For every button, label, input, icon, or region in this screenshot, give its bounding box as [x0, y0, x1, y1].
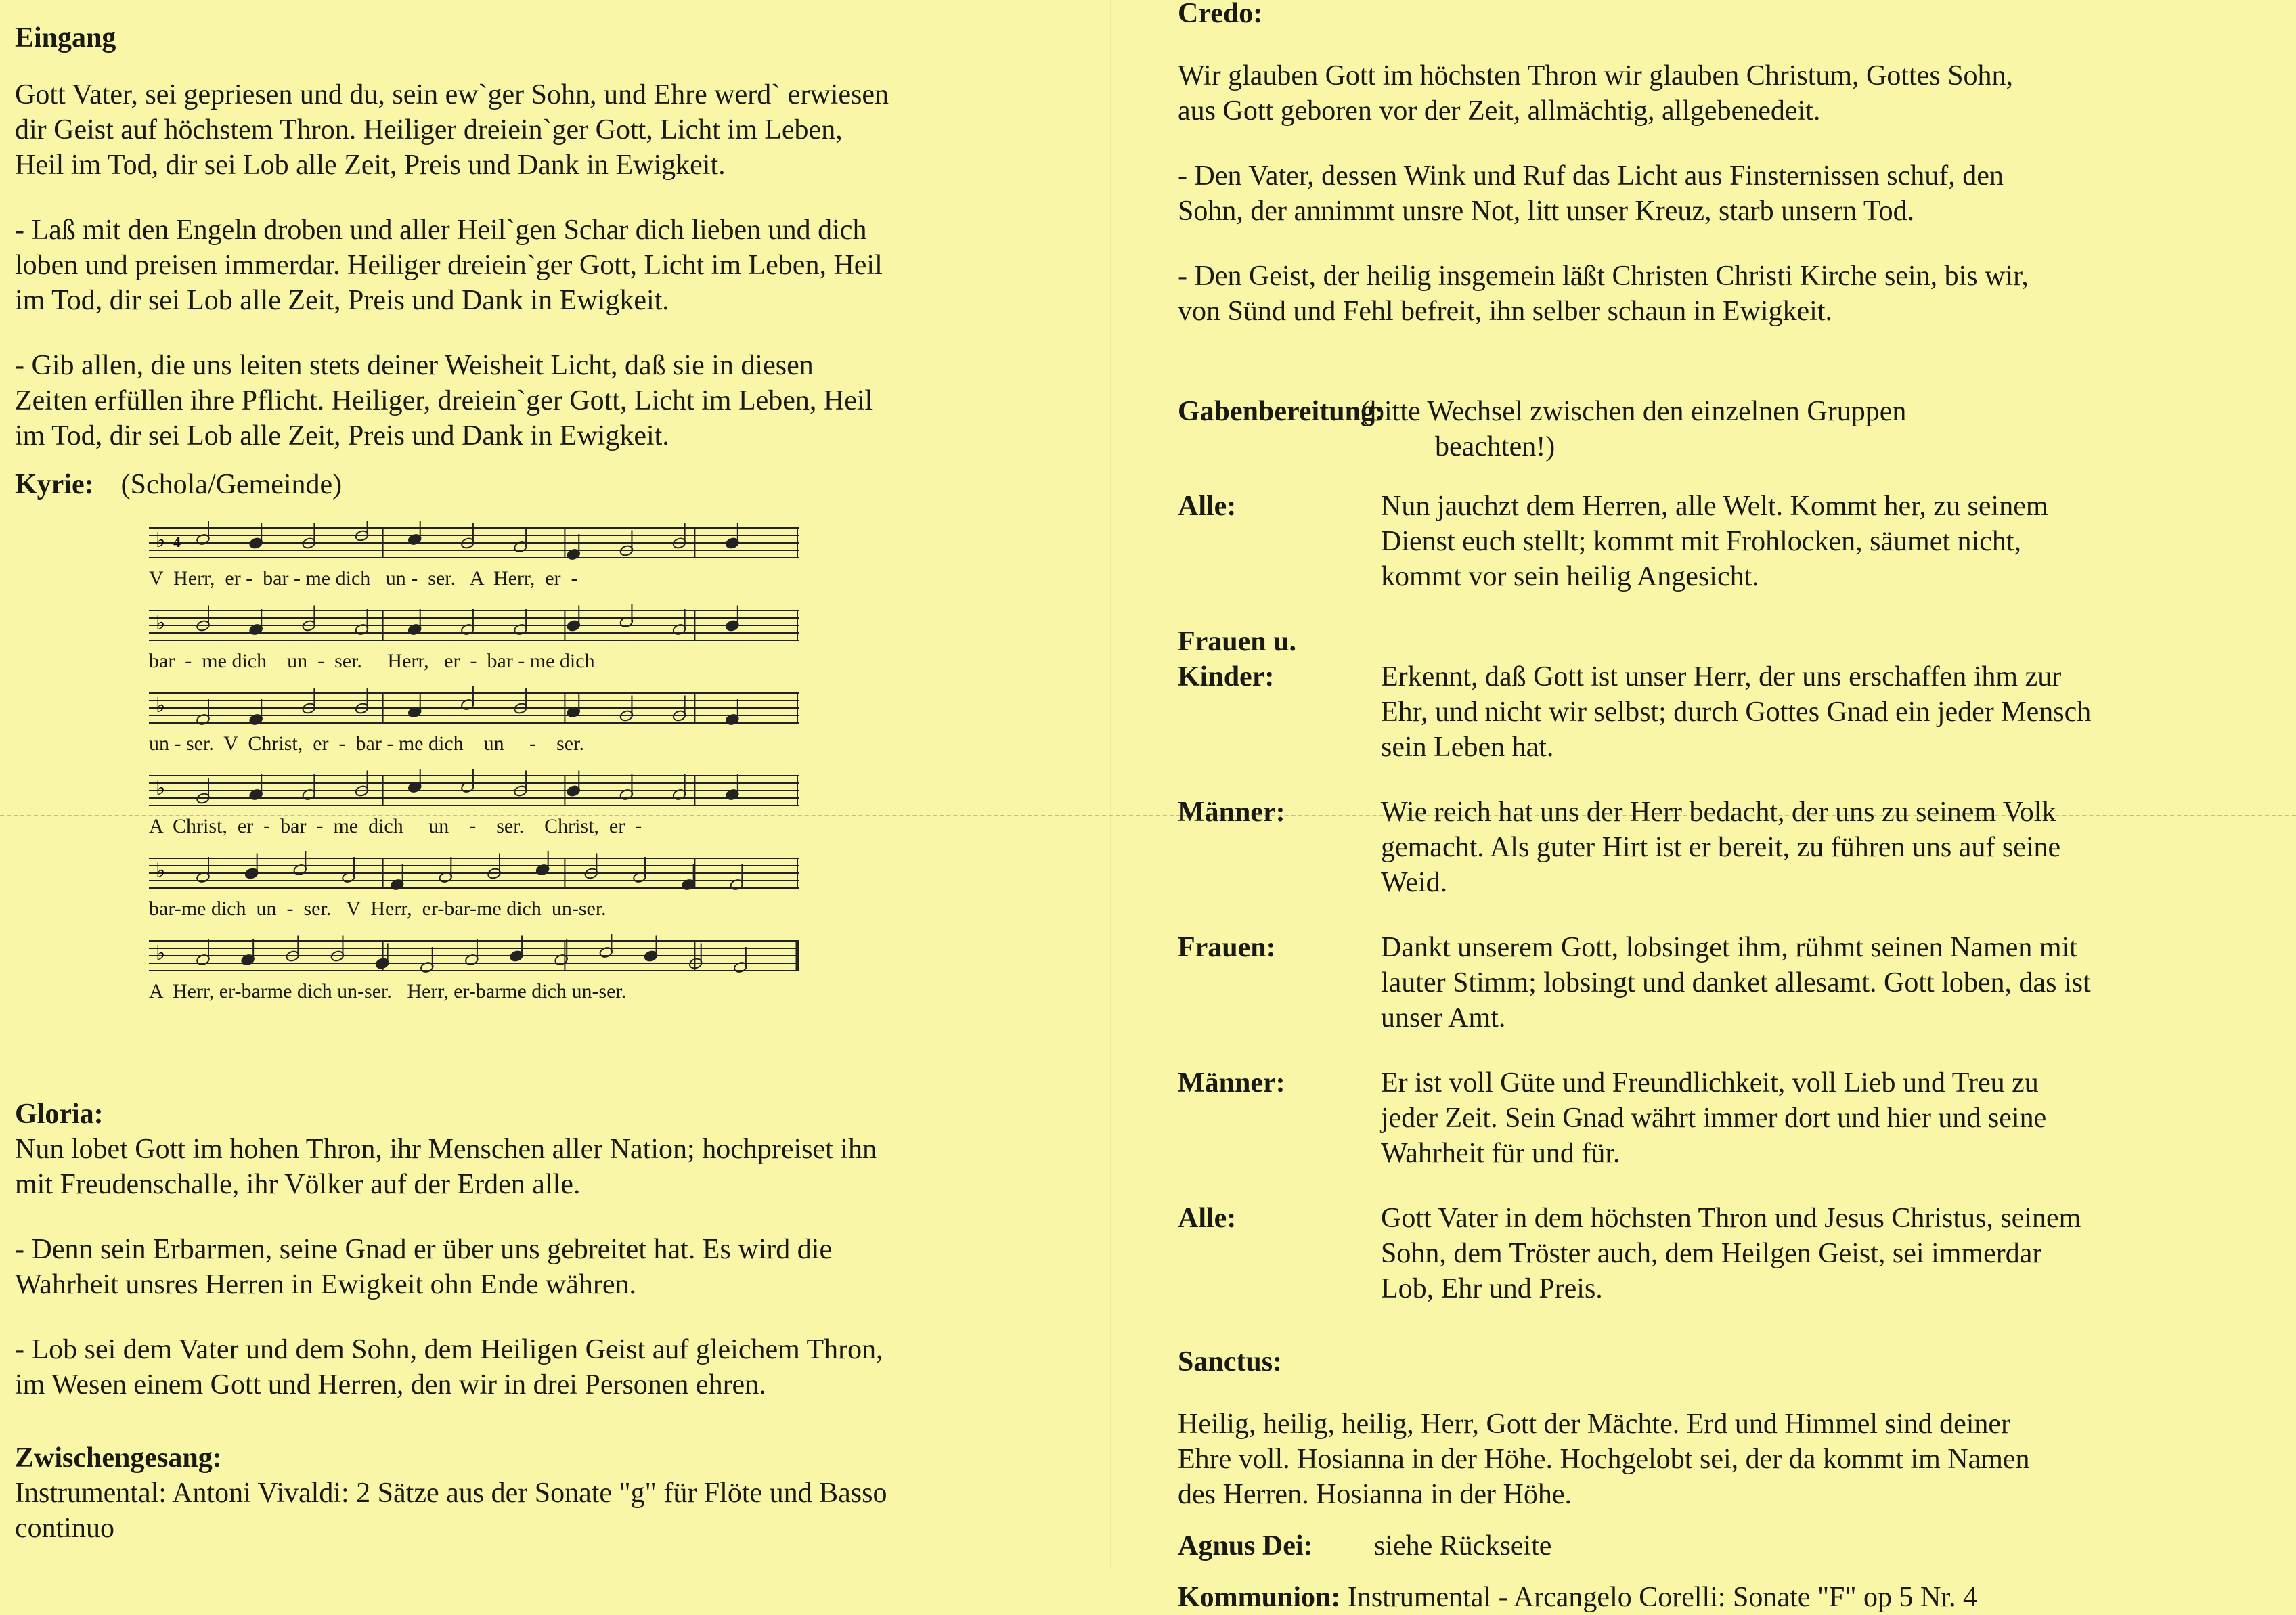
- svg-text:4: 4: [173, 533, 181, 550]
- kommunion-heading: Kommunion:: [1178, 1582, 1341, 1613]
- kyrie-lyric-line: A Christ, er - bar - me dich un - ser. Christ, er -: [149, 815, 642, 837]
- gaben-row-label: Alle:: [1178, 491, 1237, 522]
- gaben-row-label: Männer:: [1178, 797, 1285, 828]
- eingang-verse-2: - Laß mit den Engeln droben und aller Heil`gen Schar dich lieben und dich loben und preisen immerdar. Heiliger dreiein`ger Gott, Licht im Leben, Heil im Tod, dir sei Lob alle Zeit, Preis und Dank in Ewigkeit.: [15, 215, 883, 316]
- staff-system: [149, 686, 799, 755]
- gaben-row-text: Erkennt, daß Gott ist unser Herr, der uns erschaffen ihm zur Ehr, und nicht wir selbst; durch Gottes Gnad ein jeder Mensch sein Leben hat.: [1381, 661, 2092, 763]
- eingang-section: [15, 20, 1098, 453]
- eingang-verse-1: Gott Vater, sei gepriesen und du, sein ew`ger Sohn, und Ehre werd` erwiesen dir Geist auf höchstem Thron. Heiliger dreiein`ger Gott, Licht im Leben, Heil im Tod, dir sei Lob alle Zeit, Preis und Dank in Ewigkeit.: [15, 79, 889, 181]
- gaben-row-text: Wie reich hat uns der Herr bedacht, der uns zu seinem Volk gemacht. Als guter Hirt ist er bereit, zu führen uns auf seine Weid.: [1381, 797, 2061, 898]
- gabenbereitung-rows: [1178, 489, 2288, 1306]
- staff-system: [149, 934, 799, 1003]
- kyrie-lyric-line: A Herr, er-barme dich un-ser. Herr, er-barme dich un-ser.: [149, 980, 627, 1002]
- eingang-verse-3: - Gib allen, die uns leiten stets deiner Weisheit Licht, daß sie in diesen Zeiten erfüllen ihre Pflicht. Heiliger, dreiein`ger Gott, Licht im Leben, Heil im Tod, dir sei Lob alle Zeit, Preis und Dank in Ewigkeit.: [15, 350, 873, 451]
- gaben-row-text: Dankt unserem Gott, lobsinget ihm, rühmt seinen Namen mit lauter Stimm; lobsingt und danket allesamt. Gott loben, das ist unser Amt.: [1381, 932, 2091, 1034]
- eingang-heading: Eingang: [15, 22, 116, 53]
- staff-lines: [149, 769, 799, 812]
- left-page: [15, 20, 1098, 502]
- gloria-verse-3: - Lob sei dem Vater und dem Sohn, dem Heiligen Geist auf gleichem Thron, im Wesen einem Gott und Herren, den wir in drei Personen ehren.: [15, 1334, 883, 1400]
- gaben-row: [1178, 1201, 2288, 1306]
- staff-lines: [149, 851, 799, 895]
- staff-system: [149, 769, 799, 838]
- kommunion-line: [1178, 1580, 2288, 1615]
- left-page-bottom: [15, 1097, 1098, 1546]
- gaben-row-text: Gott Vater in dem höchsten Thron und Jesus Christus, seinem Sohn, dem Tröster auch, dem Heilgen Geist, sei immerdar Lob, Ehr und Preis.: [1381, 1203, 2081, 1304]
- gaben-row-label: Frauen:: [1178, 932, 1276, 963]
- staff-lines: [149, 686, 799, 730]
- kyrie-heading: Kyrie:: [15, 469, 94, 500]
- gloria-verse-1: Nun lobet Gott im hohen Thron, ihr Menschen aller Nation; hochpreiset ihn mit Freudenschalle, ihr Völker auf der Erden alle.: [15, 1134, 877, 1200]
- gaben-row: [1178, 795, 2288, 900]
- gaben-row-label: Frauen u. Kinder:: [1178, 626, 1297, 692]
- credo-verse-2: - Den Vater, dessen Wink und Ruf das Licht aus Finsternissen schuf, den Sohn, der annimmt unsre Not, litt unser Kreuz, starb unsern Tod.: [1178, 160, 2004, 227]
- zwischengesang-heading: Zwischengesang:: [15, 1442, 222, 1474]
- kyrie-lyric-line: bar - me dich un - ser. Herr, er - bar - me dich: [149, 650, 595, 672]
- svg-text:♭: ♭: [156, 529, 166, 552]
- gaben-row-text: Nun jauchzt dem Herren, alle Welt. Kommt her, zu seinem Dienst euch stellt; kommt mit Frohlocken, säumet nicht, kommt vor sein heilig Angesicht.: [1381, 491, 2048, 592]
- svg-text:♭: ♭: [156, 694, 166, 717]
- credo-verse-1: Wir glauben Gott im höchsten Thron wir glauben Christum, Gottes Sohn, aus Gott geboren vor der Zeit, allmächtig, allgebenedeit.: [1178, 60, 2014, 127]
- gaben-row-label: Männer:: [1178, 1067, 1285, 1099]
- gaben-row: [1178, 489, 2288, 594]
- staff-system: [149, 851, 799, 921]
- svg-text:♭: ♭: [156, 611, 166, 635]
- agnus-heading: Agnus Dei:: [1178, 1530, 1313, 1562]
- center-fold: [1110, 0, 1111, 1568]
- gaben-row-text: Er ist voll Güte und Freundlichkeit, voll Lieb und Treu zu jeder Zeit. Sein Gnad währt immer dort und hier und seine Wahrheit für und für.: [1381, 1067, 2047, 1169]
- right-page: [1178, 0, 2288, 1615]
- gabenbereitung-note-text: (bitte Wechsel zwischen den einzelnen Gruppen beachten!): [1361, 396, 1907, 462]
- gloria-heading: Gloria:: [15, 1099, 104, 1130]
- gaben-row: [1178, 1065, 2288, 1171]
- staff-lines: [149, 934, 799, 977]
- gloria-verse-2: - Denn sein Erbarmen, seine Gnad er über uns gebreitet hat. Es wird die Wahrheit unsres Herren in Ewigkeit ohn Ende währen.: [15, 1234, 833, 1300]
- gabenbereitung-header: [1178, 394, 2288, 464]
- svg-text:♭: ♭: [156, 942, 166, 965]
- gabenbereitung-heading: Gabenbereitung:: [1178, 396, 1384, 427]
- gabenbereitung-note: [1361, 394, 2288, 464]
- agnus-text: siehe Rückseite: [1374, 1530, 1552, 1562]
- staff-system: [149, 521, 799, 590]
- svg-text:♭: ♭: [156, 859, 166, 883]
- staff-lines: [149, 604, 799, 647]
- gaben-row: [1178, 930, 2288, 1036]
- sanctus-text: Heilig, heilig, heilig, Herr, Gott der Mächte. Erd und Himmel sind deiner Ehre voll. Hosianna in der Höhe. Hochgelobt sei, der da kommt im Namen des Herren. Hosianna in der Höhe.: [1178, 1409, 2030, 1510]
- gaben-row-label: Alle:: [1178, 1203, 1237, 1234]
- zwischengesang-text: Instrumental: Antoni Vivaldi: 2 Sätze aus der Sonate "g" für Flöte und Basso continuo: [15, 1478, 887, 1544]
- credo-verse-3: - Den Geist, der heilig insgemein läßt Christen Christi Kirche sein, bis wir, von Sünd und Fehl befreit, ihn selber schaun in Ewigkeit.: [1178, 261, 2029, 327]
- svg-text:♭: ♭: [156, 776, 166, 800]
- kyrie-lyric-line: un - ser. V Christ, er - bar - me dich un - ser.: [149, 732, 584, 755]
- sanctus-heading: Sanctus:: [1178, 1346, 1283, 1377]
- gaben-row: [1178, 624, 2288, 765]
- agnus-row: [1178, 1528, 2288, 1564]
- credo-heading: Credo:: [1178, 0, 1263, 29]
- kyrie-lyric-line: bar-me dich un - ser. V Herr, er-bar-me dich un-ser.: [149, 898, 606, 920]
- staff-lines: [149, 521, 799, 565]
- staff-system: [149, 604, 799, 673]
- kyrie-note: (Schola/Gemeinde): [120, 469, 343, 500]
- kyrie-lyric-line: V Herr, er - bar - me dich un - ser. A Herr, er -: [149, 567, 578, 590]
- kyrie-score: [149, 521, 799, 1017]
- kommunion-text: Instrumental - Arcangelo Corelli: Sonate "F" op 5 Nr. 4: [1347, 1582, 1978, 1613]
- kyrie-header: [15, 467, 1098, 502]
